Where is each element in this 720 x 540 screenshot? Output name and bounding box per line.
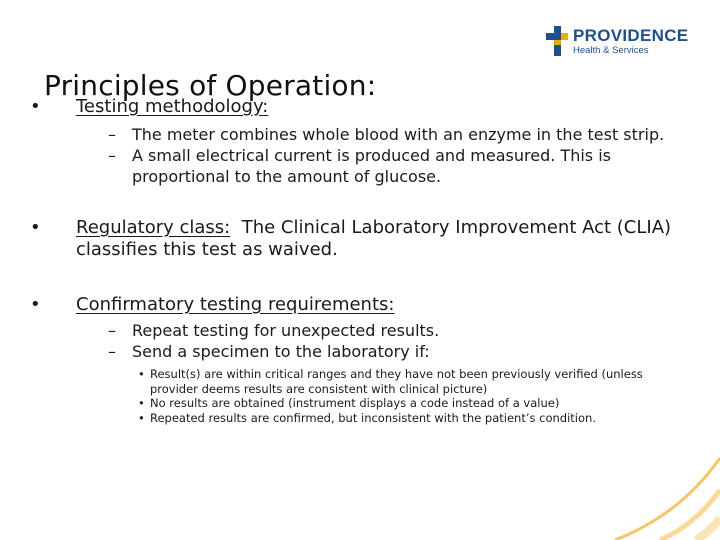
logo-subtitle: Health & Services — [573, 44, 649, 56]
sub-sub-bullet — [138, 367, 685, 396]
sub-sub-bullet — [138, 396, 685, 411]
bullet-icon: • — [138, 367, 145, 381]
bullet-icon: • — [30, 217, 41, 238]
logo-name: PROVIDENCE — [573, 25, 689, 45]
cross-icon — [546, 26, 568, 56]
sub-bullet-text: Send a specimen to the laboratory if: — [132, 342, 430, 361]
sub-sub-bullet — [138, 411, 685, 426]
dash-icon: – — [108, 146, 116, 165]
sub-sub-bullet-text: Result(s) are within critical ranges and they have not been previously verified (unless provider deems results are consistent with clinical picture) — [150, 367, 643, 396]
bullet-text: The Clinical Laboratory Improvement Act (CLIA) classifies this test as waived. — [76, 217, 672, 260]
sub-bullet-text: The meter combines whole blood with an enzyme in the test strip. — [132, 125, 665, 144]
sub-bullet — [108, 341, 680, 362]
page-title: Principles of Operation: — [44, 68, 377, 102]
bullet-icon: • — [30, 294, 41, 315]
bullet-icon: • — [138, 410, 145, 425]
bullet-label: Testing methodology: — [76, 96, 269, 117]
sub-bullet — [108, 145, 680, 187]
sub-sub-bullet-text: Repeated results are confirmed, but inconsistent with the patient’s condition. — [150, 410, 596, 425]
sub-bullet-text: Repeat testing for unexpected results. — [132, 321, 440, 340]
sub-bullet — [108, 124, 680, 145]
sub-bullet-text: A small electrical current is produced and measured. This is proportional to the amount of glucose. — [132, 146, 611, 186]
dash-icon: – — [108, 125, 116, 144]
bullet-testing-methodology — [26, 96, 706, 118]
bullet-regulatory-class — [26, 217, 706, 261]
sub-bullet — [108, 320, 680, 341]
slide-body — [26, 96, 706, 425]
bullet-label: Confirmatory testing requirements: — [76, 294, 395, 315]
providence-logo — [546, 26, 688, 56]
dash-icon: – — [108, 342, 116, 361]
bullet-icon: • — [138, 396, 145, 410]
bullet-confirmatory-testing — [26, 294, 706, 316]
sub-sub-bullet-text: No results are obtained (instrument displays a code instead of a value) — [150, 396, 560, 410]
bullet-label: Regulatory class: — [76, 217, 231, 238]
dash-icon: – — [108, 321, 116, 340]
bullet-icon: • — [30, 96, 41, 117]
